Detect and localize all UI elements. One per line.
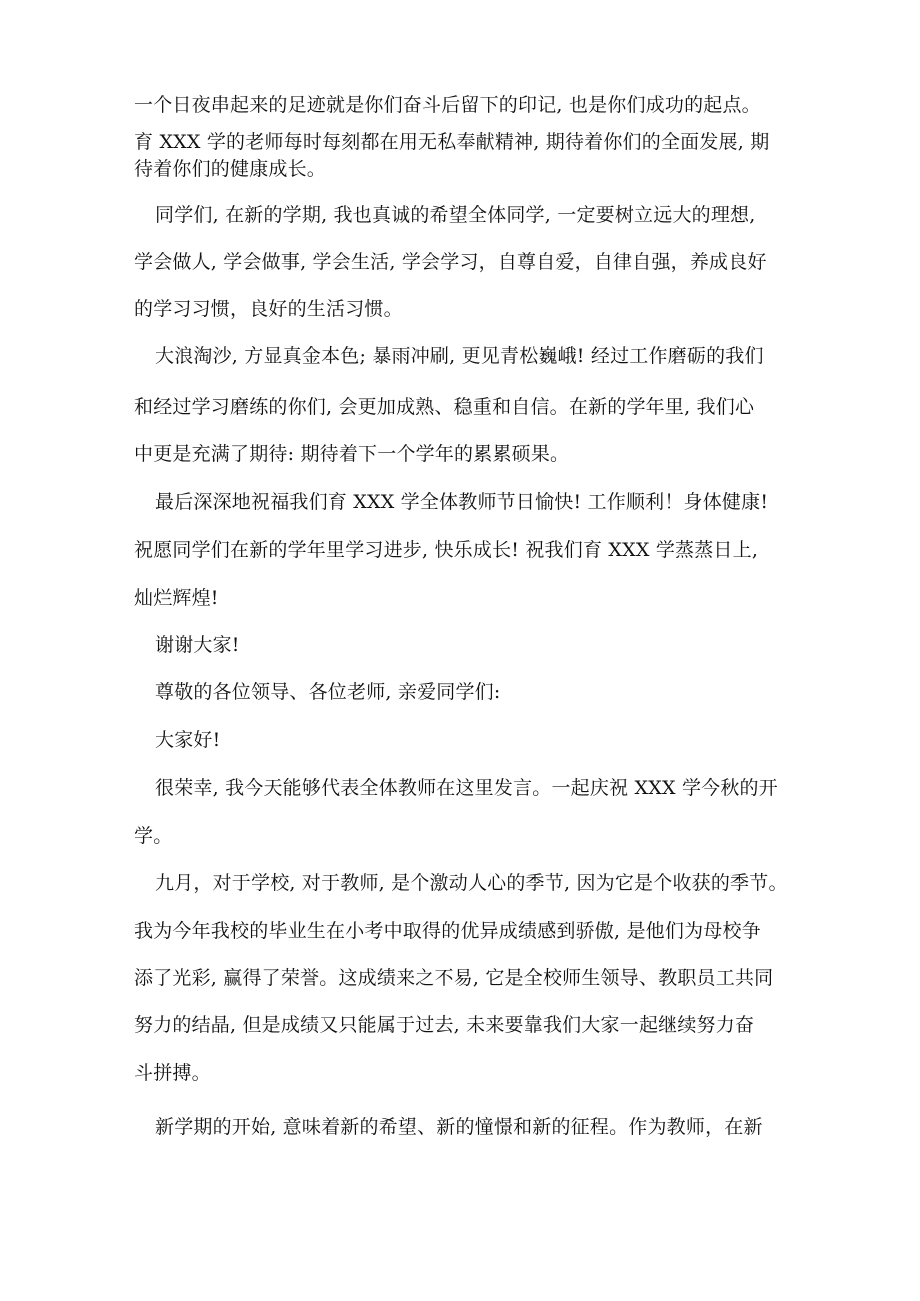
text-line: 灿烂辉煌! bbox=[134, 587, 219, 609]
text-line: 祝愿同学们在新的学年里学习进步, 快乐成长! 祝我们育 XXX 学蒸蒸日上, bbox=[134, 539, 759, 561]
text-line: 我为今年我校的毕业生在小考中取得的优异成绩感到骄傲, 是他们为母校争 bbox=[134, 920, 761, 942]
text-line: 待着你们的健康成长。 bbox=[134, 158, 327, 180]
text-line: 努力的结晶, 但是成绩又只能属于过去, 未来要靠我们大家一起继续努力奋 bbox=[134, 1014, 755, 1036]
text-line: 尊敬的各位领导、各位老师, 亲爱同学们: bbox=[155, 681, 501, 703]
text-line: 学会做人, 学会做事, 学会生活, 学会学习，自尊自爱，自律自强，养成良好 bbox=[134, 251, 767, 273]
text-line: 谢谢大家! bbox=[155, 634, 240, 656]
text-line: 大家好! bbox=[155, 729, 221, 751]
text-line: 九月，对于学校, 对于教师, 是个激动人心的季节, 因为它是个收获的季节。 bbox=[155, 872, 788, 894]
text-line: 新学期的开始, 意味着新的希望、新的憧憬和新的征程。作为教师，在新 bbox=[155, 1116, 763, 1138]
text-line: 很荣幸, 我今天能够代表全体教师在这里发言。一起庆祝 XXX 学今秋的开 bbox=[155, 777, 778, 799]
text-line: 同学们, 在新的学期, 我也真诚的希望全体同学, 一定要树立远大的理想, bbox=[155, 204, 756, 226]
text-line: 育 XXX 学的老师每时每刻都在用无私奉献精神, 期待着你们的全面发展, 期 bbox=[134, 131, 770, 153]
text-line: 添了光彩, 赢得了荣誉。这成绩来之不易, 它是全校师生领导、教职员工共同 bbox=[134, 967, 774, 989]
text-line: 中更是充满了期待: 期待着下一个学年的累累硕果。 bbox=[134, 443, 570, 465]
text-line: 斗拼搏。 bbox=[134, 1062, 211, 1084]
text-line: 和经过学习磨练的你们, 会更加成熟、稳重和自信。在新的学年里, 我们心 bbox=[134, 396, 755, 418]
text-line: 的学习习惯，良好的生活习惯。 bbox=[134, 298, 403, 320]
text-line: 大浪淘沙, 方显真金本色; 暴雨冲刷, 更见青松巍峨! 经过工作磨砺的我们 bbox=[155, 345, 764, 367]
text-line: 学。 bbox=[134, 825, 173, 847]
text-line: 一个日夜串起来的足迹就是你们奋斗后留下的印记, 也是你们成功的起点。 bbox=[134, 94, 761, 116]
text-line: 最后深深地祝福我们育 XXX 学全体教师节日愉快! 工作顺利！身体健康! bbox=[155, 491, 769, 513]
